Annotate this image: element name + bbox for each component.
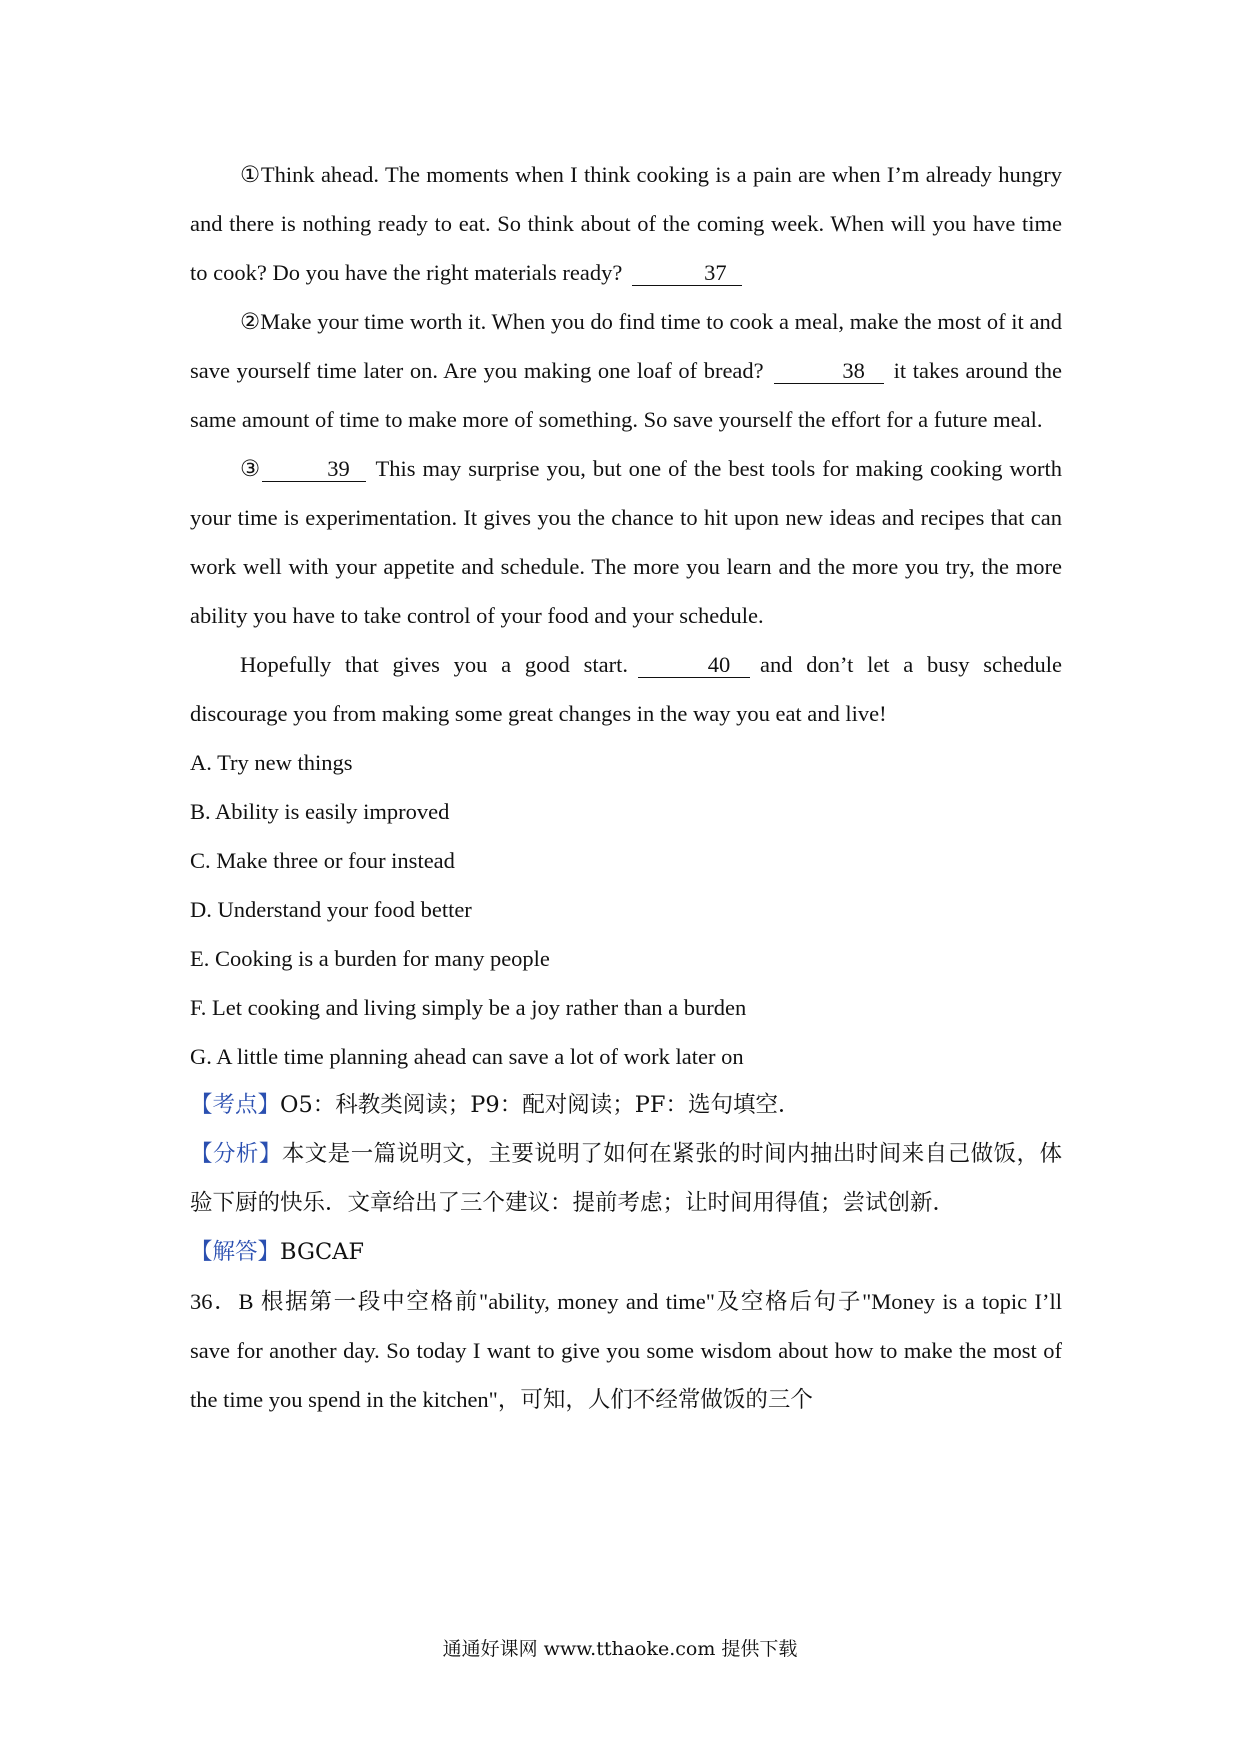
option-c: C. Make three or four instead [190,848,455,873]
option-b: B. Ability is easily improved [190,799,450,824]
blank-40: 40 [638,653,750,678]
jieda-line [190,1228,1062,1277]
fenxi-tag: 【分析】 [190,1141,282,1167]
option-e: E. Cooking is a burden for many people [190,946,550,971]
jieda-text: BGCAF [280,1239,365,1265]
blank-38: 38 [774,359,884,384]
paragraph-text: and don’t let a busy schedule discourage you from making some great changes in the way you eat and live! [190,652,1062,726]
jieda-tag: 【解答】 [190,1239,281,1265]
circle-number-1: ① [240,162,261,187]
fenxi-paragraph [190,1130,1062,1228]
circle-number-2: ② [240,309,261,334]
paragraph-text: Make your time worth it. When you do find time to cook a meal, make the most of it and save yourself time later on. Are you making one loaf of bread? [190,309,1062,383]
paragraph-think-ahead [190,150,1062,297]
option-f: F. Let cooking and living simply be a joy rather than a burden [190,995,747,1020]
paragraph-conclusion [190,640,1062,738]
paragraph-text: Think ahead. The moments when I think cooking is a pain are when I’m already hungry and there is nothing ready to eat. So think about of the coming week. When will you have time to cook? Do you have the right materials ready? [190,162,1063,285]
blank-37: 37 [632,261,742,286]
paragraph-text: Hopefully that gives you a good start. [240,652,629,677]
paragraph-experiment [190,444,1062,640]
fenxi-text: 本文是一篇说明文，主要说明了如何在紧张的时间内抽出时间来自己做饭，体验下厨的快乐．文章给出了三个建议：提前考虑；让时间用得值；尝试创新． [190,1141,1062,1216]
option-a: A. Try new things [190,750,353,775]
option-g: G. A little time planning ahead can save a lot of work later on [190,1044,744,1069]
paragraph-text: it takes around the same amount of time to make more of something. So save yourself the effort for a future meal. [190,358,1063,432]
kaodian-line [190,1081,1062,1130]
circle-number-3: ③ [240,456,262,481]
item-36-explanation: 36．B 根据第一段中空格前"ability, money and time"及空格后句子"Money is a topic I’ll save for another day. So today I want to give you some wisdom about how to make the most of the time you spend in the kitchen"，可知，人们不经常做饭的三个 [190,1289,1062,1412]
document-body [190,150,1062,1424]
options-list [190,738,1062,1081]
blank-39: 39 [262,457,366,482]
kaodian-tag: 【考点】 [190,1092,281,1118]
paragraph-text: This may surprise you, but one of the best tools for making cooking worth your time is experimentation. It gives you the chance to hit upon new ideas and recipes that can work well with your appetite and schedule. The more you learn and the more you try, the more ability you have to take control of your food and your schedule. [190,456,1062,628]
option-d: D. Understand your food better [190,897,472,922]
paragraph-make-time-worth [190,297,1062,444]
footer-source: 通通好课网 www.tthaoke.com 提供下载 [442,1638,798,1660]
kaodian-text: O5：科教类阅读；P9：配对阅读；PF：选句填空． [280,1092,801,1118]
